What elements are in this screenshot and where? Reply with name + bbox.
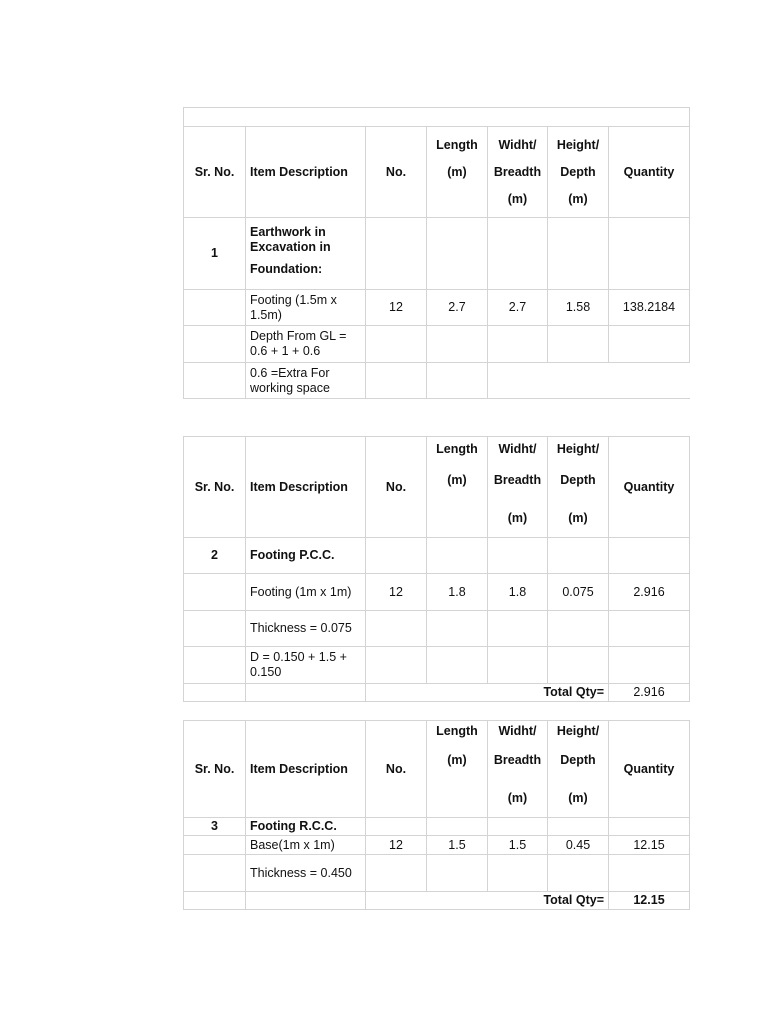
quantity-cell: 2.916 <box>609 574 690 611</box>
header-length: Length (m) <box>427 721 488 818</box>
header-item-description: Item Description <box>246 437 366 538</box>
item-description-cell: Depth From GL = 0.6 + 1 + 0.6 <box>246 326 366 363</box>
table-row <box>184 538 690 574</box>
table-row <box>184 647 690 684</box>
header-no: No. <box>366 127 427 218</box>
earthwork-table <box>183 107 690 399</box>
item-title-cell: Earthwork in Excavation in Foundation: <box>246 218 366 290</box>
sr-no-cell: 3 <box>184 818 246 836</box>
header-quantity: Quantity <box>609 437 690 538</box>
header-quantity: Quantity <box>609 721 690 818</box>
header-length: Length (m) <box>427 127 488 218</box>
item-description-cell: Footing (1m x 1m) <box>246 574 366 611</box>
item-description-cell: Footing (1.5m x 1.5m) <box>246 290 366 326</box>
no-cell: 12 <box>366 574 427 611</box>
footing-pcc-table <box>183 436 690 702</box>
header-sr-no: Sr. No. <box>184 437 246 538</box>
length-cell: 1.8 <box>427 574 488 611</box>
length-cell: 1.5 <box>427 836 488 855</box>
header-row <box>184 437 690 538</box>
table-row <box>184 836 690 855</box>
table-row <box>184 326 690 363</box>
header-sr-no: Sr. No. <box>184 721 246 818</box>
table-row <box>184 363 690 399</box>
header-row <box>184 127 690 218</box>
header-no: No. <box>366 721 427 818</box>
total-value: 12.15 <box>609 892 690 910</box>
header-item-description: Item Description <box>246 127 366 218</box>
no-cell: 12 <box>366 290 427 326</box>
width-cell: 1.8 <box>488 574 548 611</box>
table-row <box>184 855 690 892</box>
item-title-cell: Footing P.C.C. <box>246 538 366 574</box>
total-value: 2.916 <box>609 684 690 702</box>
table-row <box>184 574 690 611</box>
header-row <box>184 721 690 818</box>
sr-no-cell: 2 <box>184 538 246 574</box>
quantity-cell: 138.2184 <box>609 290 690 326</box>
header-width: Widht/ Breadth (m) <box>488 127 548 218</box>
item-title-cell: Footing R.C.C. <box>246 818 366 836</box>
total-label: Total Qty= <box>366 892 609 910</box>
total-label: Total Qty= <box>366 684 609 702</box>
blank-row <box>184 108 690 127</box>
header-quantity: Quantity <box>609 127 690 218</box>
table-row <box>184 818 690 836</box>
table-row <box>184 290 690 326</box>
item-description-cell: Thickness = 0.075 <box>246 611 366 647</box>
quantity-cell: 12.15 <box>609 836 690 855</box>
header-width: Widht/ Breadth (m) <box>488 437 548 538</box>
table-row <box>184 611 690 647</box>
header-height: Height/ Depth (m) <box>548 437 609 538</box>
header-sr-no: Sr. No. <box>184 127 246 218</box>
sr-no-cell: 1 <box>184 218 246 290</box>
height-cell: 1.58 <box>548 290 609 326</box>
header-width: Widht/ Breadth (m) <box>488 721 548 818</box>
height-cell: 0.45 <box>548 836 609 855</box>
header-height: Height/ Depth (m) <box>548 721 609 818</box>
no-cell: 12 <box>366 836 427 855</box>
total-row <box>184 684 690 702</box>
item-description-cell: Base(1m x 1m) <box>246 836 366 855</box>
item-description-cell: 0.6 =Extra For working space <box>246 363 366 399</box>
item-description-cell: Thickness = 0.450 <box>246 855 366 892</box>
length-cell: 2.7 <box>427 290 488 326</box>
header-item-description: Item Description <box>246 721 366 818</box>
table-row <box>184 218 690 290</box>
header-length: Length (m) <box>427 437 488 538</box>
header-height: Height/ Depth (m) <box>548 127 609 218</box>
item-description-cell: D = 0.150 + 1.5 + 0.150 <box>246 647 366 684</box>
total-row <box>184 892 690 910</box>
footing-rcc-table <box>183 720 690 910</box>
width-cell: 1.5 <box>488 836 548 855</box>
height-cell: 0.075 <box>548 574 609 611</box>
width-cell: 2.7 <box>488 290 548 326</box>
header-no: No. <box>366 437 427 538</box>
